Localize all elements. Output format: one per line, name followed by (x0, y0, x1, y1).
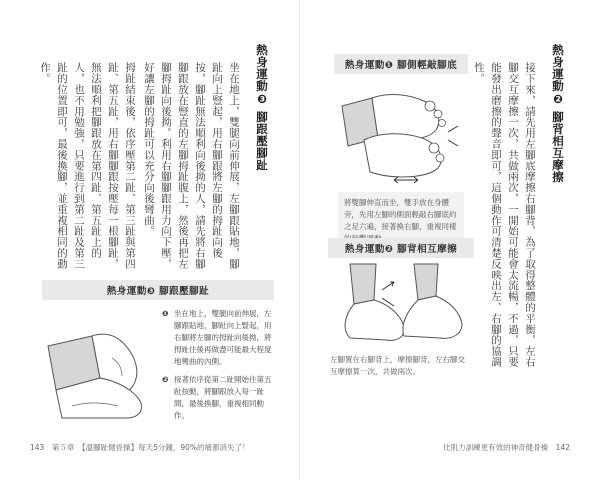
step-number: ❶ (162, 309, 169, 318)
step-2 (162, 374, 272, 422)
step-number: ❷ (162, 375, 169, 384)
step-text: 接著依序從第二趾開始往第五趾按動，將腳跟放入每一趾間，最後換腳，重複相同動作。 (174, 375, 272, 420)
figure-heel-press (42, 280, 274, 430)
step-1 (162, 308, 272, 368)
body-paragraph: 拇趾結束後，依序壓第二趾、第三趾與第四趾、第五趾，用右腳腳跟按壓每一根腳趾，無法順利把腳跟放在第四趾、第五趾上的人，也不用勉強，只要進行到第二趾及第三趾的位置即可，最後換腳，並重複相同的動作。 (39, 62, 136, 270)
figure-side-tap (334, 54, 468, 250)
right-page (300, 0, 600, 480)
feet-rub-illustration (328, 260, 474, 350)
figure-steps (162, 308, 272, 428)
feet-illustration (42, 306, 156, 424)
page-footer: 比肌力訓練更有效的神奇健骨操 142 (443, 443, 570, 452)
figure-banner: 熱身運動❸ 腳跟壓腳趾 (42, 280, 274, 300)
figure-caption: 左腳置在右腳背上，摩擦腳背，左右腳交互摩擦算一次，共做兩次。 (330, 355, 465, 376)
body-paragraph: 接下來，請先用左腳底摩擦右腳背，為了取得整體的平衡，左右腳交互摩擦一次，共做兩次，一開始可能會太流暢，不過，只要能發出磨擦的聲音即可，這個動作可清楚反映出左、右腳的協調性。 (473, 62, 536, 368)
feet-tap-illustration (334, 76, 468, 186)
page-footer: 143 第５章 【溫腳趾健骨操】每天5分鐘，90%的痛都消失了！ (30, 443, 250, 452)
figure-feet-rub (328, 238, 474, 378)
figure-caption: 將雙腳伸直而坐，雙手放在身體旁，先用左腳的側面輕敲右腳底約之足六遍，接著換右腳，重複同樣 (338, 192, 464, 250)
body-paragraph: 坐在地上，雙腿向前伸展，左腳跟貼地，腳趾向上豎起，用右腳跟將左腳的拇趾向後按，腳趾無法順利向後拗的人，請先將右腳腳跟放在豎直的左腳拇趾腹上，然後再把左腳拇趾向後拗。利用右腳腳跟用力向下壓，好讓左腳的拇趾可以充分向後彎曲。 (143, 62, 240, 270)
step-text: 坐在地上，雙腿向前伸展，左腳跟貼地，腳趾向上豎起，用右腳將左腳的拇趾向後拗，將拇趾往後再做盡可能最大程度地彎曲的內側。 (174, 309, 272, 366)
figure-banner: 熱身運動❶ 腳側輕敲腳底 (334, 54, 468, 74)
section-heading: 熱身運動❷ 腳背相互摩擦 (551, 44, 565, 184)
section-heading: 熱身運動❸ 腳跟壓腳趾 (255, 44, 269, 172)
figure-banner: 熱身運動❷ 腳背相互摩擦 (328, 238, 474, 258)
